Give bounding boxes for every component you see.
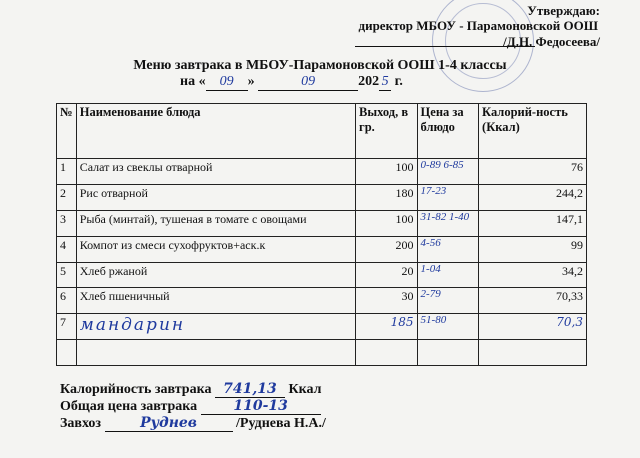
header-output: Выход, в гр.: [356, 104, 418, 159]
table-row: [57, 159, 587, 185]
cell-output: 200: [356, 236, 418, 262]
cell-calories: 70,3: [479, 314, 587, 340]
calories-label: Калорийность завтрака: [60, 382, 212, 397]
header-no: №: [57, 104, 77, 159]
table-row: [57, 210, 587, 236]
cell-output: 180: [356, 184, 418, 210]
cell-no: 7: [57, 314, 77, 340]
manager-name: /Руднева Н.А./: [236, 416, 326, 431]
cell-price: 17-23: [417, 184, 479, 210]
calories-unit: Ккал: [288, 382, 322, 397]
cell-empty: [76, 340, 355, 366]
cell-no: 3: [57, 210, 77, 236]
cell-calories: 76: [479, 159, 587, 185]
cell-no: 4: [57, 236, 77, 262]
cell-output: 100: [356, 159, 418, 185]
date-month: 09: [258, 74, 358, 91]
cell-calories: 70,33: [479, 288, 587, 314]
document-date: [180, 74, 403, 91]
approval-position: директор МБОУ - Парамоновской ООШ: [358, 18, 598, 33]
date-suffix: г.: [394, 74, 403, 89]
calories-value: 741,13: [215, 381, 285, 398]
cell-no: 6: [57, 288, 77, 314]
footer-manager: [60, 415, 326, 432]
cell-output: 20: [356, 262, 418, 288]
date-day: 09: [206, 74, 248, 91]
table-row: [57, 184, 587, 210]
table-header-row: [57, 104, 587, 159]
cell-price: 31-82 1-40: [417, 210, 479, 236]
cell-output: 30: [356, 288, 418, 314]
date-sep: »: [247, 74, 255, 89]
cell-name: Компот из смеси сухофруктов+аск.к: [76, 236, 355, 262]
approval-heading: Утверждаю:: [527, 3, 600, 18]
cell-calories: 147,1: [479, 210, 587, 236]
cell-calories: 244,2: [479, 184, 587, 210]
table-row: [57, 262, 587, 288]
approval-signature-line: [355, 46, 535, 47]
cell-name: мандарин: [76, 314, 355, 340]
cell-output: 100: [356, 210, 418, 236]
manager-signature: Руднев: [105, 415, 233, 432]
date-year-digit: 5: [379, 74, 391, 91]
cell-empty: [356, 340, 418, 366]
header-name: Наименование блюда: [76, 104, 355, 159]
cell-name: Рыба (минтай), тушеная в томате с овощами: [76, 210, 355, 236]
footer-calories: [60, 381, 321, 398]
cell-price: 0-89 6-85: [417, 159, 479, 185]
cell-price: 51-80: [417, 314, 479, 340]
document-title: Меню завтрака в МБОУ-Парамоновской ООШ 1-4 классы: [133, 58, 507, 73]
date-prefix: на «: [180, 74, 206, 89]
cell-empty: [57, 340, 77, 366]
price-label: Общая цена завтрака: [60, 399, 198, 414]
cell-empty: [479, 340, 587, 366]
cell-price: 1-04: [417, 262, 479, 288]
cell-no: 2: [57, 184, 77, 210]
cell-name: Хлеб ржаной: [76, 262, 355, 288]
cell-price: 2-79: [417, 288, 479, 314]
cell-name: Рис отварной: [76, 184, 355, 210]
cell-name: Хлеб пшеничный: [76, 288, 355, 314]
table-row: [57, 236, 587, 262]
table-row: [57, 288, 587, 314]
cell-no: 1: [57, 159, 77, 185]
header-calories: Калорий-ность (Ккал): [479, 104, 587, 159]
table-body: [57, 159, 587, 366]
cell-empty: [417, 340, 479, 366]
table-row-empty: [57, 340, 587, 366]
menu-table: [56, 103, 587, 366]
table-row: [57, 314, 587, 340]
cell-price: 4-56: [417, 236, 479, 262]
header-price: Цена за блюдо: [417, 104, 479, 159]
cell-no: 5: [57, 262, 77, 288]
price-value: 110-13: [201, 398, 321, 415]
cell-calories: 99: [479, 236, 587, 262]
cell-calories: 34,2: [479, 262, 587, 288]
footer-price: [60, 398, 321, 415]
approval-signatory: /Д.Н. Федосеева/: [503, 34, 600, 49]
date-year-prefix: 202: [358, 74, 380, 89]
cell-output: 185: [356, 314, 418, 340]
manager-label: Завхоз: [60, 416, 102, 431]
cell-name: Салат из свеклы отварной: [76, 159, 355, 185]
